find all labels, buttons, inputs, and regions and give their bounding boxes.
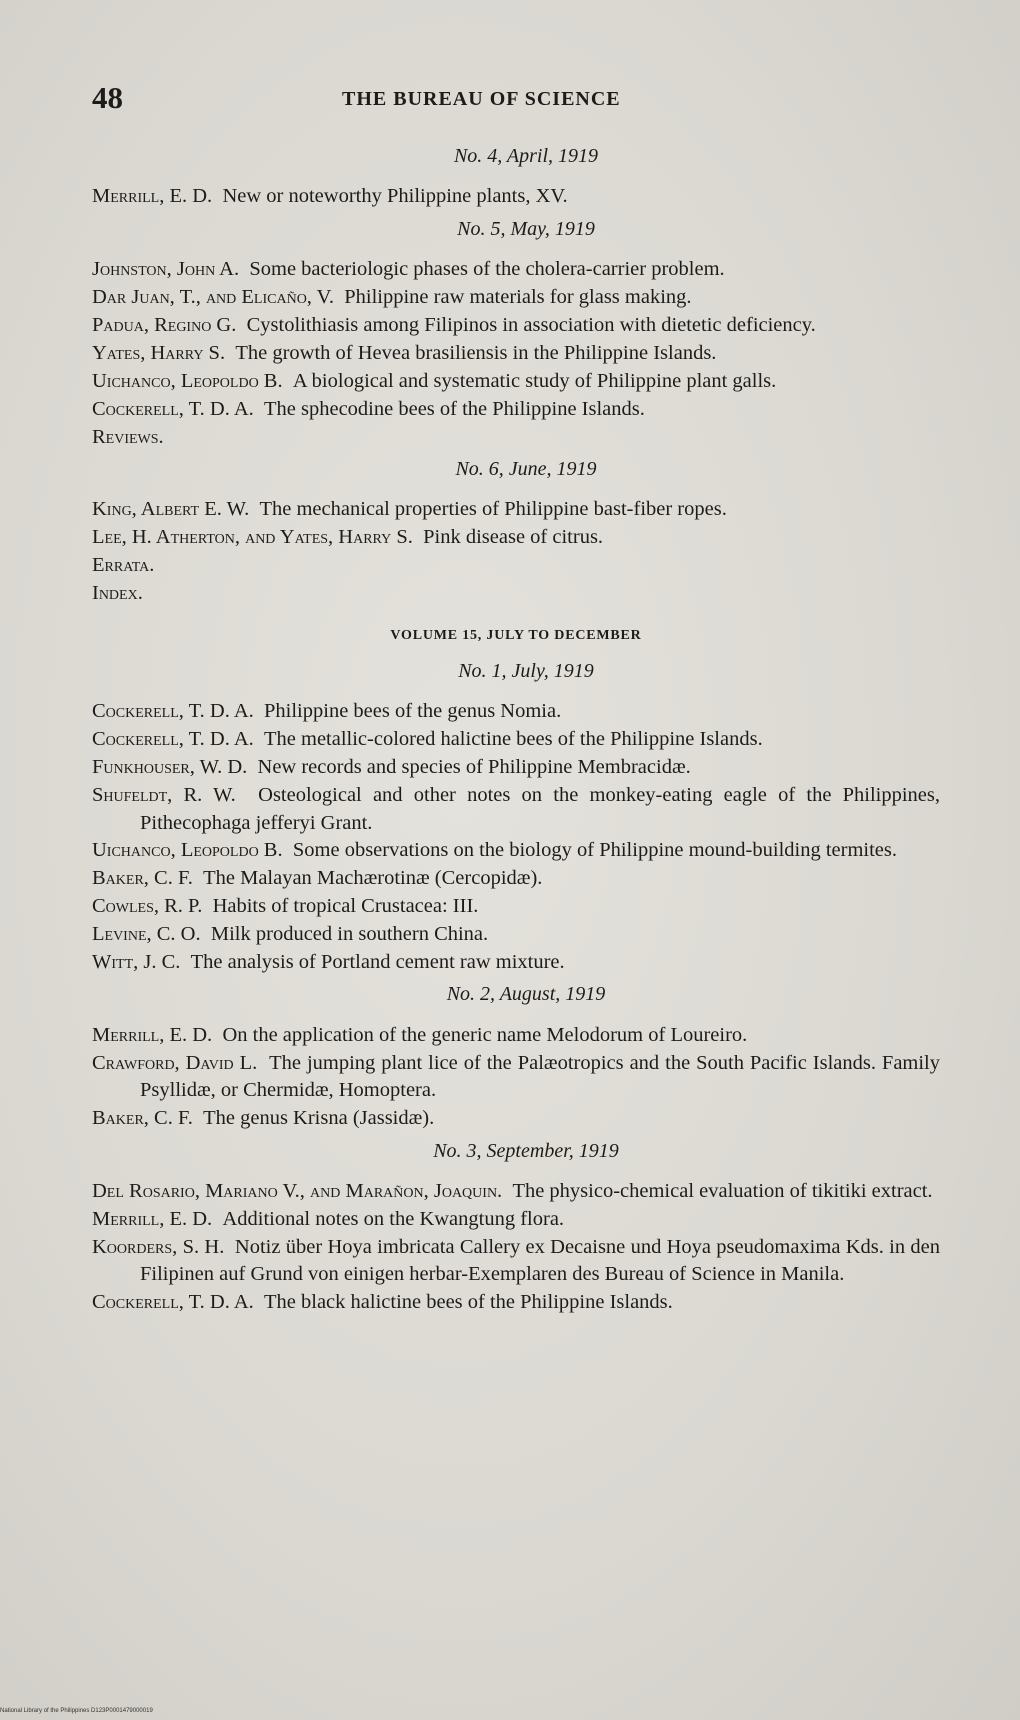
entry-author: Baker, C. F. (92, 867, 193, 890)
entry-author: Cockerell, T. D. A. (92, 700, 254, 723)
entry-title: New records and species of Philippine Membracidæ. (257, 756, 691, 779)
entry-author: Funkhouser, W. D. (92, 756, 248, 779)
entry-author: Shufeldt, R. W. (92, 784, 236, 807)
entry-author: Merrill, E. D. (92, 1023, 213, 1046)
entry-title: Pink disease of citrus. (423, 526, 604, 549)
bibliography-entry (92, 782, 940, 837)
entry-author: Yates, Harry S. (92, 341, 226, 364)
bibliography-entry (92, 524, 940, 551)
entry-title: The growth of Hevea brasiliensis in the Philippine Islands. (235, 341, 717, 364)
entry-author: Del Rosario, Mariano V., and Marañon, Joaquin. (92, 1179, 503, 1202)
entry-title: A biological and systematic study of Philippine plant galls. (292, 369, 777, 392)
entry-title: The physico-chemical evaluation of tikitiki extract. (512, 1179, 933, 1202)
bibliography-entry (92, 1105, 940, 1132)
entry-author: Padua, Regino G. (92, 314, 237, 337)
entry-author: Crawford, David L. (92, 1051, 258, 1074)
entry-author: King, Albert E. W. (92, 498, 250, 521)
entry-title: Some bacteriologic phases of the cholera-carrier problem. (249, 258, 725, 281)
entry-author: Dar Juan, T., and Elicaño, V. (92, 286, 334, 309)
bibliography-entry (92, 424, 940, 451)
entry-author: Merrill, E. D. (92, 1207, 213, 1230)
running-title: THE BUREAU OF SCIENCE (342, 88, 621, 110)
bibliography-entry (92, 312, 940, 339)
issue-heading: No. 1, July, 1919 (458, 660, 594, 682)
bibliography-list (92, 138, 940, 1317)
entry-title: Habits of tropical Crustacea: III. (212, 895, 479, 918)
issue-heading: No. 5, May, 1919 (457, 217, 595, 240)
entry-title: The analysis of Portland cement raw mixture. (190, 951, 565, 974)
issue-heading: No. 4, April, 1919 (453, 145, 599, 167)
entry-title: On the application of the generic name Melodorum of Loureiro. (222, 1023, 748, 1046)
entry-author: Uichanco, Leopoldo B. (92, 369, 283, 392)
entry-title: Some observations on the biology of Philippine mound-building termites. (292, 839, 898, 862)
bibliography-entry (92, 284, 940, 311)
entry-author: Uichanco, Leopoldo B. (92, 839, 283, 862)
bibliography-entry (92, 754, 940, 781)
entry-title: The genus Krisna (Jassidæ). (203, 1107, 435, 1130)
entry-author: Reviews. (92, 425, 164, 448)
entry-title: Notiz über Hoya imbricata Callery ex Decaisne und Hoya pseudomaxima Kds. in den Filipinen auf Grund von einigen herbar-Exemplaren des Bureau of Science in Manila. (140, 1235, 941, 1286)
bibliography-entry (92, 1206, 940, 1233)
entry-title: New or noteworthy Philippine plants, XV. (222, 185, 568, 208)
entry-title: Philippine raw materials for glass making. (344, 286, 692, 309)
entry-author: Baker, C. F. (92, 1107, 193, 1130)
bibliography-entry (92, 580, 940, 607)
entry-author: Errata. (92, 554, 155, 577)
bibliography-entry (92, 949, 940, 976)
bibliography-entry (92, 552, 940, 579)
page-number: 48 (92, 80, 123, 115)
entry-title: Milk produced in southern China. (210, 923, 489, 946)
entry-author: Lee, H. Atherton, and Yates, Harry S. (92, 526, 413, 549)
entry-author: Index. (92, 582, 143, 605)
bibliography-entry (92, 1022, 940, 1049)
bibliography-entry (92, 1289, 940, 1316)
entry-title: The metallic-colored halictine bees of the Philippine Islands. (264, 728, 763, 751)
entry-author: Cockerell, T. D. A. (92, 1291, 254, 1314)
entry-title: Cystolithiasis among Filipinos in association with dietetic deficiency. (246, 314, 816, 337)
entry-title: Philippine bees of the genus Nomia. (264, 700, 562, 723)
bibliography-entry (92, 368, 940, 395)
entry-title: The Malayan Machærotinæ (Cercopidæ). (203, 867, 543, 890)
bibliography-entry (92, 921, 940, 948)
entry-title: The jumping plant lice of the Palæotropics and the South Pacific Islands. Family Psyllidæ, or Chermidæ, Homoptera. (140, 1051, 941, 1102)
bibliography-entry (92, 183, 940, 210)
bibliography-entry (92, 496, 940, 523)
scan-credit: National Library of the Philippines D123P0001479000019 (0, 1708, 153, 1714)
issue-heading: No. 3, September, 1919 (433, 1139, 619, 1162)
entry-author: Koorders, S. H. (92, 1235, 225, 1258)
page-header (92, 80, 932, 120)
bibliography-entry (92, 726, 940, 753)
entry-title: The mechanical properties of Philippine bast-fiber ropes. (259, 498, 727, 521)
entry-author: Cockerell, T. D. A. (92, 397, 254, 420)
bibliography-entry (92, 698, 940, 725)
issue-heading: No. 2, August, 1919 (446, 983, 606, 1006)
entry-title: Additional notes on the Kwangtung flora. (222, 1207, 565, 1230)
entry-author: Merrill, E. D. (92, 185, 213, 208)
entry-author: Levine, C. O. (92, 923, 201, 946)
bibliography-entry (92, 340, 940, 367)
entry-author: Cockerell, T. D. A. (92, 728, 254, 751)
entry-title: Osteological and other notes on the monkey-eating eagle of the Philippines, Pithecophaga jefferyi Grant. (140, 784, 941, 834)
bibliography-entry (92, 1050, 940, 1105)
entry-author: Witt, J. C. (92, 951, 181, 974)
entry-author: Cowles, R. P. (92, 895, 203, 918)
bibliography-entry (92, 256, 940, 283)
entry-title: The black halictine bees of the Philippine Islands. (264, 1291, 673, 1314)
bibliography-entry (92, 1178, 940, 1205)
bibliography-entry (92, 865, 940, 892)
bibliography-entry (92, 893, 940, 920)
bibliography-entry (92, 1234, 940, 1289)
volume-heading: VOLUME 15, JULY TO DECEMBER (390, 627, 642, 643)
issue-heading: No. 6, June, 1919 (455, 458, 597, 481)
bibliography-entry (92, 396, 940, 423)
entry-title: The sphecodine bees of the Philippine Islands. (264, 397, 645, 420)
bibliography-entry (92, 837, 940, 864)
entry-author: Johnston, John A. (92, 258, 240, 281)
